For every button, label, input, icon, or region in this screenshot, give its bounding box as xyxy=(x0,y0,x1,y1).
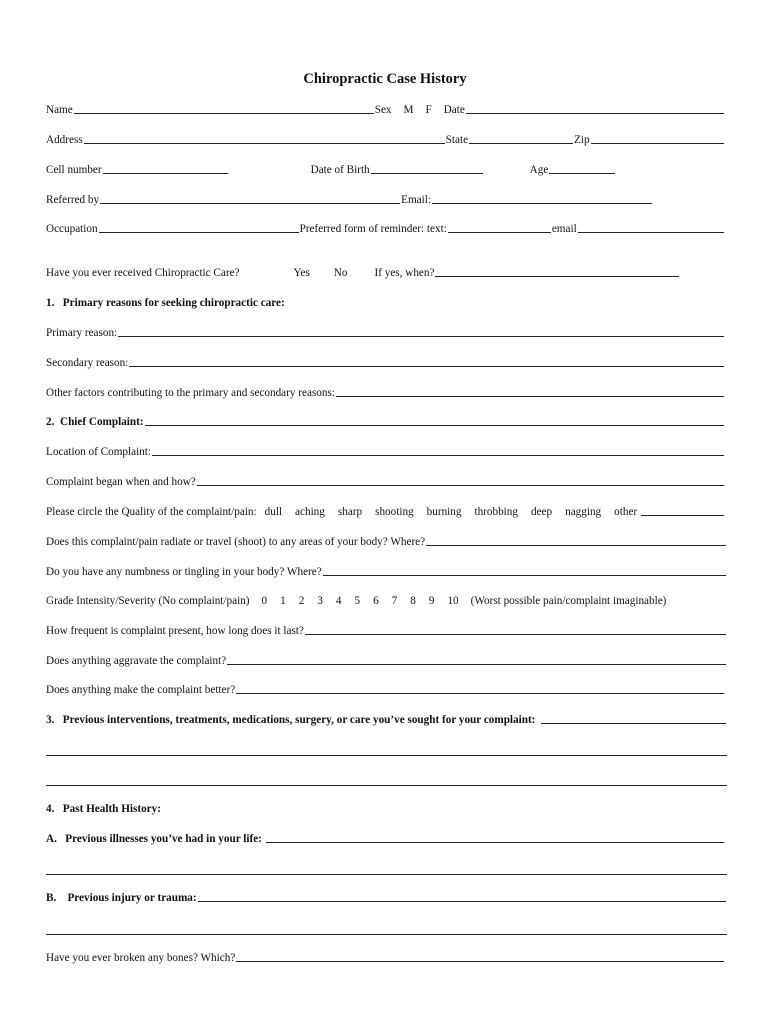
chief-complaint-field[interactable] xyxy=(145,425,724,426)
better-label: Does anything make the complaint better? xyxy=(46,684,236,696)
grade-7[interactable]: 7 xyxy=(391,595,398,607)
row-better xyxy=(46,681,725,697)
reminder-label: Preferred form of reminder: text: xyxy=(299,223,447,235)
radiate-field[interactable] xyxy=(426,545,726,546)
injury-field[interactable] xyxy=(198,901,726,902)
quality-nagging[interactable]: nagging xyxy=(565,506,602,518)
began-label: Complaint began when and how? xyxy=(46,476,196,488)
row-aggravate xyxy=(46,652,727,668)
quality-other[interactable]: other xyxy=(614,506,638,518)
row-grade xyxy=(46,592,727,608)
previous-illnesses-field[interactable] xyxy=(266,842,724,843)
prior-care-question: Have you ever received Chiropractic Care? xyxy=(46,267,240,279)
age-label: Age xyxy=(529,164,549,176)
section-3-heading: 3. Previous interventions, treatments, medications, surgery, or care you’ve sought for your complaint: xyxy=(46,714,536,726)
row-broken-bones xyxy=(46,949,725,965)
row-interventions xyxy=(46,711,727,727)
email-field[interactable] xyxy=(432,203,652,204)
previous-illnesses-line-2[interactable] xyxy=(46,874,727,875)
grade-10[interactable]: 10 xyxy=(447,595,459,607)
quality-label: Please circle the Quality of the complaint/pain: xyxy=(46,506,257,518)
cell-field[interactable] xyxy=(103,173,228,174)
row-began xyxy=(46,473,725,489)
grade-1[interactable]: 1 xyxy=(280,595,286,607)
email-label: Email: xyxy=(401,194,431,206)
other-factors-label: Other factors contributing to the primary and secondary reasons: xyxy=(46,387,335,399)
row-address xyxy=(46,131,725,147)
occupation-field[interactable] xyxy=(99,232,299,233)
grade-8[interactable]: 8 xyxy=(410,595,416,607)
section-1-heading: 1. Primary reasons for seeking chiropractic care: xyxy=(46,297,285,309)
row-other-factors xyxy=(46,384,725,400)
broken-bones-field[interactable] xyxy=(236,961,724,962)
row-name xyxy=(46,101,725,117)
section-4b-label: B. Previous injury or trauma: xyxy=(46,892,197,904)
section-2-heading: 2. Chief Complaint: xyxy=(46,416,144,428)
referred-field[interactable] xyxy=(100,203,400,204)
zip-label: Zip xyxy=(574,134,590,146)
secondary-reason-field[interactable] xyxy=(129,366,724,367)
row-cell xyxy=(46,161,725,177)
grade-label: Grade Intensity/Severity (No complaint/pain) xyxy=(46,595,250,607)
interventions-field[interactable] xyxy=(541,723,726,724)
location-label: Location of Complaint: xyxy=(46,446,152,458)
row-quality xyxy=(46,503,725,519)
quality-shooting[interactable]: shooting xyxy=(375,506,414,518)
reminder-email-field[interactable] xyxy=(578,232,724,233)
grade-5[interactable]: 5 xyxy=(354,595,361,607)
aggravate-label: Does anything aggravate the complaint? xyxy=(46,655,227,667)
grade-9[interactable]: 9 xyxy=(428,595,435,607)
sex-m-option[interactable]: M xyxy=(403,104,414,116)
grade-0[interactable]: 0 xyxy=(261,595,268,607)
state-field[interactable] xyxy=(469,143,573,144)
row-radiate xyxy=(46,533,727,549)
name-label: Name xyxy=(46,104,73,116)
row-prior-care xyxy=(46,264,725,280)
prior-care-yes[interactable]: Yes xyxy=(293,267,310,279)
state-label: State xyxy=(445,134,469,146)
name-field[interactable] xyxy=(74,113,374,114)
primary-reason-label: Primary reason: xyxy=(46,327,118,339)
row-numbness xyxy=(46,563,727,579)
row-location xyxy=(46,443,725,459)
grade-2[interactable]: 2 xyxy=(298,595,305,607)
occupation-label: Occupation xyxy=(46,223,98,235)
injury-line-2[interactable] xyxy=(46,934,727,935)
date-field[interactable] xyxy=(466,113,724,114)
interventions-line-2[interactable] xyxy=(46,755,727,756)
row-referred xyxy=(46,191,725,207)
other-factors-field[interactable] xyxy=(336,396,724,397)
if-yes-field[interactable] xyxy=(435,276,679,277)
dob-field[interactable] xyxy=(371,173,483,174)
better-field[interactable] xyxy=(236,693,724,694)
row-primary-reason xyxy=(46,324,725,340)
date-label: Date xyxy=(443,104,465,116)
row-occupation xyxy=(46,220,725,236)
row-chief-complaint xyxy=(46,413,725,429)
location-field[interactable] xyxy=(152,455,724,456)
zip-field[interactable] xyxy=(591,143,724,144)
quality-burning[interactable]: burning xyxy=(426,506,462,518)
aggravate-field[interactable] xyxy=(227,664,726,665)
cell-label: Cell number xyxy=(46,164,102,176)
quality-sharp[interactable]: sharp xyxy=(337,506,363,518)
age-field[interactable] xyxy=(549,173,615,174)
quality-throbbing[interactable]: throbbing xyxy=(474,506,518,518)
frequency-field[interactable] xyxy=(305,634,726,635)
quality-other-field[interactable] xyxy=(641,515,724,516)
secondary-reason-label: Secondary reason: xyxy=(46,357,129,369)
row-frequency xyxy=(46,622,727,638)
reminder-text-field[interactable] xyxy=(448,232,551,233)
sex-f-option[interactable]: F xyxy=(425,104,432,116)
quality-aching[interactable]: aching xyxy=(295,506,325,518)
row-injury xyxy=(46,889,727,905)
grade-3[interactable]: 3 xyxy=(317,595,323,607)
interventions-line-3[interactable] xyxy=(46,785,727,786)
reminder-email-label: email xyxy=(551,223,577,235)
grade-4[interactable]: 4 xyxy=(335,595,342,607)
primary-reason-field[interactable] xyxy=(118,336,724,337)
referred-label: Referred by xyxy=(46,194,100,206)
row-secondary-reason xyxy=(46,354,725,370)
broken-bones-label: Have you ever broken any bones? Which? xyxy=(46,952,236,964)
radiate-label: Does this complaint/pain radiate or travel (shoot) to any areas of your body? Where? xyxy=(46,536,426,548)
numbness-label: Do you have any numbness or tingling in your body? Where? xyxy=(46,566,322,578)
dob-label: Date of Birth xyxy=(310,164,370,176)
section-4-heading: 4. Past Health History: xyxy=(46,803,161,815)
if-yes-label: If yes, when? xyxy=(374,267,435,279)
numbness-field[interactable] xyxy=(323,575,726,576)
quality-dull[interactable]: dull xyxy=(264,506,283,518)
grade-end-label: (Worst possible pain/complaint imaginable) xyxy=(470,595,667,607)
row-previous-illnesses xyxy=(46,830,725,846)
quality-deep[interactable]: deep xyxy=(530,506,553,518)
section-4a-label: A. Previous illnesses you’ve had in your life: xyxy=(46,833,262,845)
address-field[interactable] xyxy=(84,143,445,144)
sex-label: Sex xyxy=(374,104,392,116)
frequency-label: How frequent is complaint present, how long does it last? xyxy=(46,625,304,637)
address-label: Address xyxy=(46,134,83,146)
prior-care-no[interactable]: No xyxy=(333,267,348,279)
form-title: Chiropractic Case History xyxy=(303,71,467,87)
began-field[interactable] xyxy=(197,485,724,486)
grade-6[interactable]: 6 xyxy=(373,595,379,607)
